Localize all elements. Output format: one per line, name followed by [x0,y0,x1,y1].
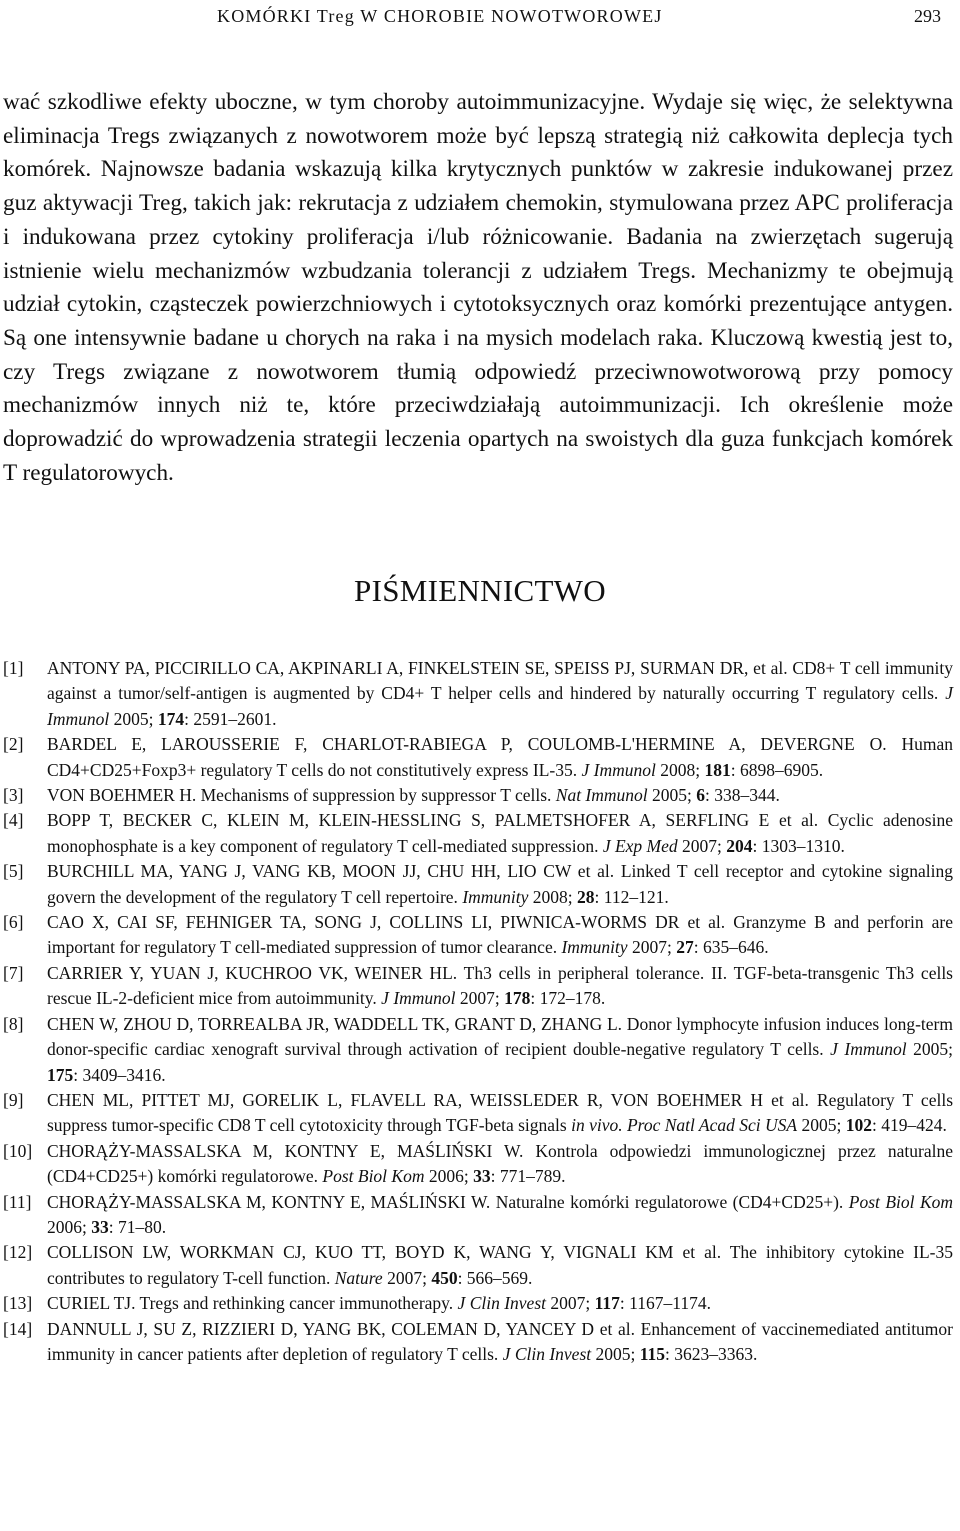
reference-volume: 6 [696,785,706,806]
reference-journal: Immunity [561,937,628,958]
reference-number: [8] [3,1013,24,1034]
reference-year: 2006; [47,1216,87,1237]
reference-pages: : 2591–2601. [184,708,277,729]
reference-content [47,1317,953,1368]
reference-item [3,961,953,1012]
reference-item [3,1317,953,1368]
reference-pages: : 6898–6905. [730,759,824,780]
reference-number: [11] [3,1191,32,1212]
reference-note: in vivo. [571,1115,623,1136]
reference-year: 2007; [387,1267,427,1288]
reference-volume: 33 [91,1216,109,1237]
reference-year: 2005; [652,785,692,806]
reference-journal: J Immunol [381,988,456,1009]
reference-journal: J Immunol [581,759,656,780]
reference-content [47,808,953,859]
reference-volume: 450 [431,1267,458,1288]
reference-journal: Nat Immunol [555,785,648,806]
reference-year: 2007; [682,835,722,856]
reference-pages: : 3409–3416. [73,1064,166,1085]
reference-item [3,808,953,859]
reference-number: [9] [3,1089,24,1110]
reference-text: CHEN W, ZHOU D, TORREALBA JR, WADDELL TK, GRANT D, ZHANG L. Donor lymphocyte infusion induces long-term donor-specific cardiac xenograft survival through activation of recipient double-negative regulatory T cells. [47,1013,953,1060]
reference-volume: 115 [639,1343,666,1364]
reference-number: [2] [3,734,24,755]
reference-journal: J Exp Med [602,835,678,856]
reference-text: CHORĄŻY-MASSALSKA M, KONTNY E, MAŚLIŃSKI W. Naturalne komórki regulatorowe (CD4+CD25+). [47,1191,844,1212]
reference-number: [3] [3,785,24,806]
running-title: KOMÓRKI Treg W CHOROBIE NOWOTWOROWEJ [217,6,663,26]
reference-volume: 174 [157,708,185,729]
reference-content [47,656,953,732]
reference-text: COLLISON LW, WORKMAN CJ, KUO TT, BOYD K, WANG Y, VIGNALI KM et al. The inhibitory cytokine IL-35 contributes to regulatory T-cell function. [47,1242,953,1288]
reference-number: [5] [3,861,24,882]
reference-year: 2008; [532,886,573,907]
reference-item [3,910,953,961]
reference-content [47,910,953,961]
reference-journal: J Immunol [47,683,954,729]
reference-text: CHEN ML, PITTET MJ, GORELIK L, FLAVELL RA, WEISSLEDER R, VON BOEHMER H et al. Regulatory T cells suppress tumor-specific CD8 T cell cytotoxicity through TGF-beta signals [47,1089,953,1136]
reference-text: ANTONY PA, PICCIRILLO CA, AKPINARLI A, FINKELSTEIN SE, SPEISS PJ, SURMAN DR, et al. CD8+ T cell immunity against a tumor/self-antigen is augmented by CD4+ T helper cells and hindered by naturally occurring T regulatory cells. [47,658,953,704]
reference-pages: : 1303–1310. [752,835,845,856]
reference-volume: 27 [676,937,694,958]
reference-content [47,1240,953,1291]
reference-number: [1] [3,658,24,678]
reference-text: CURIEL TJ. Tregs and rethinking cancer immunotherapy. [47,1293,454,1314]
reference-journal: Post Biol Kom [848,1191,954,1212]
reference-number: [14] [3,1318,33,1339]
reference-item [3,732,953,783]
reference-content [47,732,953,783]
reference-text: DANNULL J, SU Z, RIZZIERI D, YANG BK, COLEMAN D, YANCEY D et al. Enhancement of vaccinemediated antitumor immunity in cancer patients after depletion of regulatory T cells. [47,1318,953,1364]
reference-year: 2005; [913,1039,954,1060]
reference-text: CAO X, CAI SF, FEHNIGER TA, SONG J, COLLINS LI, PIWNICA-WORMS DR et al. Granzyme B and perforin are important for regulatory T cell-mediated suppression of tumor clearance. [47,912,953,958]
reference-pages: : 172–178. [530,988,606,1009]
reference-number: [12] [3,1242,33,1263]
reference-journal: Proc Natl Acad Sci USA [626,1115,798,1136]
reference-item [3,859,953,910]
reference-text: BOPP T, BECKER C, KLEIN M, KLEIN-HESSLING S, PALMETSHOFER A, SERFLING E et al. Cyclic adenosine monophosphate is a key component of regulatory T cell-mediated suppression. [47,810,953,856]
reference-pages: : 635–646. [693,937,769,958]
reference-journal: Post Biol Kom [322,1166,425,1187]
reference-list [3,656,953,1367]
reference-number: [10] [3,1140,33,1161]
reference-year: 2007; [550,1293,591,1314]
body-paragraph: wać szkodliwe efekty uboczne, w tym choroby autoimmunizacyjne. Wydaje się więc, że selektywna eliminacja Tregs związanych z nowotworem może być lepszą strategią niż całkowita deplecja tych komórek. Najnowsze badania wskazują kilka krytycznych punktów w zakresie indukowanej przez guz aktywacji Treg, takich jak: rekrutacja z udziałem chemokin, stymulowana przez APC proliferacja i indukowana przez cytokiny proliferacja i/lub różnicowanie. Badania na zwierzętach sugerują istnienie wielu mechanizmów wzbudzania tolerancji z udziałem Tregs. Mechanizmy te obejmują udział cytokin, cząsteczek powierzchniowych i cytotoksycznych oraz komórki prezentujące antygen. Są one intensywnie badane u chorych na raka i na mysich modelach raka. Kluczową kwestią jest to, czy Tregs związane z nowotworem tłumią odpowiedź przeciwnowotworową przy pomocy mechanizmów innych niż te, które przeciwdziałają autoimmunizacji. Ich określenie może doprowadzić do wprowadzenia strategii leczenia opartych na swoistych dla guza funkcjach komórek T regulatorowych. [3,89,953,486]
reference-journal: J Clin Invest [502,1343,592,1364]
reference-number: [4] [3,810,24,831]
reference-pages: : 419–424. [871,1115,947,1136]
reference-volume: 117 [594,1293,620,1314]
reference-content [47,783,953,808]
running-header [0,6,960,28]
reference-volume: 28 [577,886,595,907]
reference-content [47,1190,953,1241]
reference-content [47,961,953,1012]
reference-content [47,859,953,910]
reference-item [3,1139,953,1190]
reference-journal: J Clin Invest [457,1293,546,1314]
reference-item [3,783,953,808]
reference-content [47,1139,953,1190]
reference-journal: Immunity [462,886,529,907]
reference-year: 2005; [801,1115,842,1136]
reference-pages: : 1167–1174. [619,1293,711,1314]
reference-item [3,1240,953,1291]
reference-volume: 175 [47,1064,74,1085]
reference-journal: Nature [334,1267,383,1288]
reference-item [3,1190,953,1241]
page-number: 293 [914,6,941,26]
reference-year: 2007; [631,937,672,958]
reference-pages: : 71–80. [108,1216,167,1237]
reference-year: 2007; [459,988,500,1009]
reference-volume: 178 [504,988,531,1009]
reference-item [3,1012,953,1088]
reference-pages: : 566–569. [457,1267,533,1288]
reference-year: 2006; [428,1166,469,1187]
reference-number: [6] [3,912,24,933]
reference-item [3,1291,953,1316]
reference-year: 2008; [660,759,701,780]
reference-volume: 204 [726,835,753,856]
reference-content [47,1291,953,1316]
section-heading: PIŚMIENNICTWO [354,573,606,608]
reference-pages: : 3623–3363. [665,1343,758,1364]
reference-content [47,1088,953,1139]
reference-item [3,656,953,732]
reference-volume: 181 [704,759,731,780]
reference-item [3,1088,953,1139]
reference-pages: : 338–344. [705,785,780,806]
reference-pages: : 112–121. [594,886,669,907]
reference-pages: : 771–789. [490,1166,566,1187]
reference-text: CARRIER Y, YUAN J, KUCHROO VK, WEINER HL. Th3 cells in peripheral tolerance. II. TGF-beta-transgenic Th3 cells rescue IL-2-deficient mice from autoimmunity. [47,962,953,1009]
reference-number: [7] [3,962,24,983]
reference-text: VON BOEHMER H. Mechanisms of suppression by suppressor T cells. [47,785,552,806]
reference-text: BURCHILL MA, YANG J, VANG KB, MOON JJ, CHU HH, LIO CW et al. Linked T cell receptor and cytokine signaling govern the development of the regulatory T cell repertoire. [47,861,953,907]
reference-content [47,1012,953,1088]
reference-volume: 33 [473,1166,491,1187]
reference-journal: J Immunol [830,1039,907,1060]
reference-volume: 102 [845,1115,872,1136]
reference-text: CHORĄŻY-MASSALSKA M, KONTNY E, MAŚLIŃSKI W. Kontrola odpowiedzi immunologicznej przez naturalne (CD4+CD25+) komórki regulatorowe. [47,1140,953,1187]
reference-year: 2005; [113,708,154,729]
reference-text: BARDEL E, LAROUSSERIE F, CHARLOT-RABIEGA P, COULOMB-L'HERMINE A, DEVERGNE O. Human CD4+CD25+Foxp3+ regulatory T cells do not constitutively express IL-35. [47,734,953,780]
reference-number: [13] [3,1293,33,1314]
reference-year: 2005; [595,1343,636,1364]
body-text [3,86,953,490]
